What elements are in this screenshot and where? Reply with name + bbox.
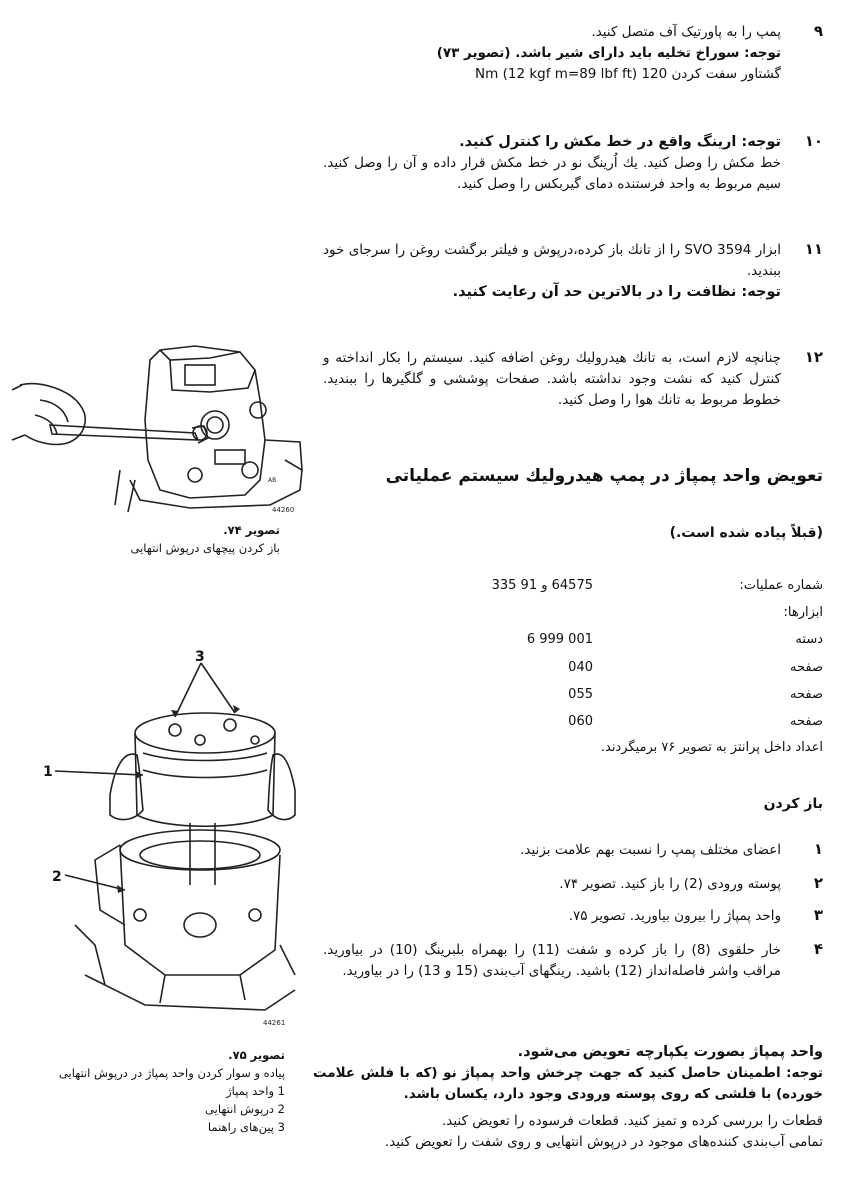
seal-note: تمامی آب‌بندی کننده‌های موجود در درپوش انتهایی و روی شفت را تعویض کنید.: [384, 1134, 823, 1150]
dis-step-3: [323, 906, 823, 927]
callout-3: 3: [195, 649, 205, 665]
figure-74-illustration: [10, 330, 310, 515]
step-number: ۲: [813, 874, 823, 892]
figure-74-badge: AB: [268, 477, 277, 484]
tool-name: صفحه: [790, 687, 823, 702]
step-number: ۱۱: [804, 240, 823, 258]
legend-item: 3 پین‌های راهنما: [207, 1120, 285, 1134]
tool-name: صفحه: [790, 660, 823, 675]
tools-label: ابزارها:: [783, 605, 823, 620]
step-note: توجه: ارینگ واقع در خط مکش را کنترل کنید.: [459, 134, 781, 150]
step-11: [323, 240, 823, 303]
step-text: ابزار SVO 3594 را از تانك باز کرده،درپوش و فیلتر برگشت روغن را سرجای خود ببندید.: [323, 242, 781, 279]
step-text: خار حلقوی (8) را باز کرده و شفت (11) را بهمراه بلبرینگ (10) در بیاورید. مراقب واشر فاصله‌انداز (12) باشید. رینگهای آب‌بندی (15 و 13) را در بیاورید.: [323, 942, 781, 979]
step-text: پمپ را به پاورتیک آف متصل کنید.: [591, 24, 781, 40]
dis-step-2: [323, 874, 823, 895]
legend-item: 1 واحد پمپاژ: [226, 1084, 285, 1098]
section-note: (قبلاً پیاده شده است.): [669, 525, 823, 541]
figure-75-illustration: [25, 645, 300, 1030]
op-label: شماره عملیات:: [739, 578, 823, 593]
figure-74-title: تصویر ۷۴.: [223, 523, 280, 537]
figure-75-caption: [30, 1046, 285, 1136]
bottom-notes: [313, 1042, 823, 1153]
step-text: پوسته ورودی (2) را باز کنید. تصویر ۷۴.: [559, 876, 781, 892]
step-note: توجه: نظافت را در بالاترین حد آن رعایت کنید.: [452, 284, 781, 300]
step-text: اعضای مختلف پمپ را نسبت بهم علامت بزنید.: [520, 842, 781, 858]
op-value: 64575 و 91 335: [491, 578, 593, 593]
tool-name: دسته: [795, 632, 823, 647]
disassembly-title: باز کردن: [763, 796, 823, 812]
tool-name: صفحه: [790, 714, 823, 729]
figure-75-id: 44261: [263, 1019, 286, 1027]
tool-code: 040: [568, 660, 593, 675]
torque-spec: گشتاور سفت کردن 120 Nm (12 kgf m=89 lbf ft): [475, 66, 781, 82]
step-number: ۱۰: [804, 132, 823, 150]
tool-code: 060: [568, 714, 593, 729]
step-number: ۱۲: [804, 348, 823, 366]
section-title: تعویض واحد پمپاژ در پمپ هیدرولیك سیستم عملیاتی: [385, 466, 823, 486]
figure-74-caption: [130, 521, 280, 557]
step-number: ۴: [813, 940, 823, 958]
figure-74-text: باز کردن پیچهای درپوش انتهایی: [130, 541, 280, 555]
callout-2: 2: [52, 869, 62, 885]
step-10: [323, 132, 823, 195]
step-text: واحد پمپاژ را بیرون بیاورید. تصویر ۷۵.: [568, 908, 781, 924]
figure-75-text: پیاده و سوار کردن واحد پمپاژ در درپوش انتهایی: [58, 1066, 285, 1080]
callout-1: 1: [43, 764, 53, 780]
step-number: ۱: [813, 840, 823, 858]
step-number: ۹: [813, 22, 823, 40]
tool-code: 6 999 001: [526, 632, 593, 647]
inspect-note: قطعات را بررسی کرده و تمیز کنید. قطعات فرسوده را تعویض کنید.: [441, 1113, 823, 1129]
figure-75-title: تصویر ۷۵.: [228, 1048, 285, 1062]
step-12: [323, 348, 823, 411]
dis-step-1: [323, 840, 823, 861]
step-number: ۳: [813, 906, 823, 924]
replacement-note: واحد پمپاژ بصورت یکپارچه تعویض می‌شود.: [517, 1044, 823, 1060]
step-text: چنانچه لازم است، به تانك هیدرولیك روغن اضافه کنید. سیستم را بکار انداخته و کنترل کنید که نشت وجود نداشته باشد. صفحات پوششی و گلگیرها را ببندید. خطوط مربوط به تانك هوا را وصل کنید.: [323, 350, 781, 408]
step-9: [323, 22, 823, 85]
step-note: توجه: سوراخ تخلیه باید دارای شیر باشد. (تصویر ۷۳): [436, 45, 781, 61]
legend-item: 2 درپوش انتهایی: [205, 1102, 285, 1116]
figure-74-id: 44260: [272, 506, 295, 514]
dis-step-4: [323, 940, 823, 982]
rotation-note: توجه: اطمینان حاصل کنید که جهت چرخش واحد پمپاژ نو (که با فلش علامت خورده) با فلشی که روی پوسته ورودی وجود دارد، یکسان باشد.: [313, 1065, 823, 1102]
step-text: خط مکش را وصل کنید. یك اُرینگ نو در خط مکش قرار داده و آن را وصل کنید. سیم مربوط به واحد فرستنده دمای گیربکس را وصل کنید.: [323, 155, 781, 192]
tool-code: 055: [568, 687, 593, 702]
